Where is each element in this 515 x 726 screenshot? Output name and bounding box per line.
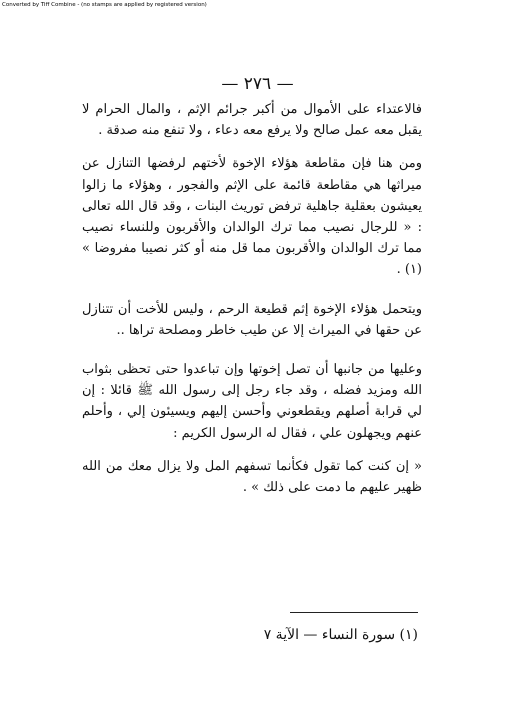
paragraph-2: ومن هنا فإن مقاطعة هؤلاء الإخوة لأختهم لرفضها التنازل عن ميراثها هي مقاطعة قائمة على الإثم والفجور ، وهؤلاء ما زالوا يعيشون بعقلية جاهلية ترفض توريث البنات ، وقد قال الله تعالى : « للرجال نصيب مما ترك الوالدان والأقربون وللنساء نصيب مما ترك الوالدان والأقربون مما قل منه أو كثر نصيبا مفروضا » (١) . [82,156,422,278]
paragraph-4: وعليها من جانبها أن تصل إخوتها وإن تباعدوا حتى تحظى بثواب الله ومزيد فضله ، وقد جاء رجل إلى رسول الله ﷺ قائلا : إن لي قرابة أصلهم ويقطعوني وأحسن إليهم ويسيئون إلي ، وأحلم عنهم ويجهلون علي ، فقال له الرسول الكريم : [82,362,422,441]
footnote: (١) سورة النساء — الآية ٧ [263,627,418,643]
paragraph-5: « إن كنت كما تقول فكأنما تسفهم المل ولا يزال معك من الله ظهير عليهم ما دمت على ذلك » . [82,458,422,496]
paragraph-3: ويتحمل هؤلاء الإخوة إثم قطيعة الرحم ، وليس للأخت أن تتنازل عن حقها في الميراث إلا عن طيب خاطر ومصلحة تراها .. [82,301,422,338]
page-body [82,99,422,516]
converter-banner: Converted by Tiff Combine - (no stamps are applied by registered version) [2,2,207,8]
paragraph-1: فالاعتداء على الأموال من أكبر جرائم الإثم ، والمال الحرام لا يقبل معه عمل صالح ولا يرفع معه دعاء ، ولا تنفع منه صدقة . [82,102,422,139]
page-number: — ٢٧٦ — [221,74,294,94]
footnote-divider [290,612,418,613]
